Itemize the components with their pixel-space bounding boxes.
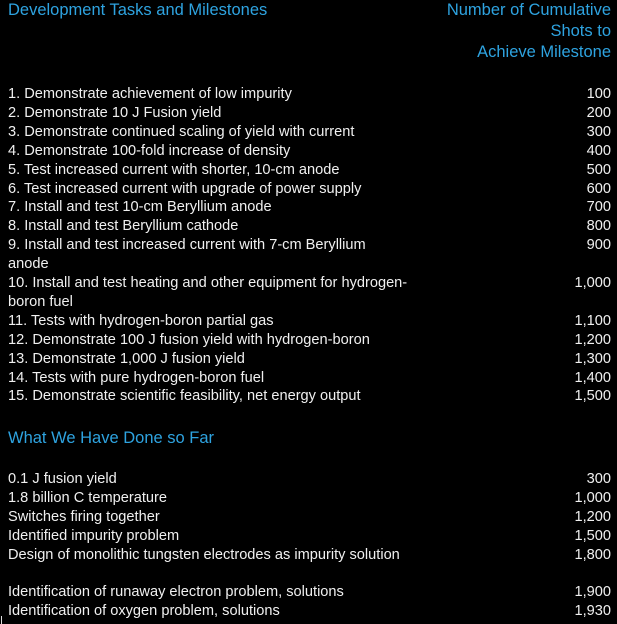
shots-heading-line: Achieve Milestone — [477, 43, 611, 61]
milestone-row — [8, 123, 611, 142]
shots-value: 1,900 — [574, 584, 611, 601]
shots-value: 800 — [586, 218, 611, 235]
shots-value: 500 — [586, 161, 611, 178]
milestone-row — [8, 104, 611, 123]
task-text: 1.8 billion C temperature — [8, 489, 167, 506]
task-text: 6. Test increased current with upgrade of power supply — [8, 180, 362, 197]
milestone-row — [8, 312, 611, 331]
milestones-heading: Development Tasks and Milestones — [8, 1, 268, 19]
milestone-row — [8, 85, 611, 104]
task-text: 8. Install and test Beryllium cathode — [8, 218, 239, 235]
shots-value: 1,200 — [574, 331, 611, 348]
done-row — [8, 546, 611, 565]
shots-value: 300 — [586, 123, 611, 140]
done-row — [8, 602, 611, 621]
task-text: 3. Demonstrate continued scaling of yield with current — [8, 123, 355, 140]
shots-heading-line: Number of Cumulative — [446, 1, 611, 19]
task-text: Design of monolithic tungsten electrodes as impurity solution — [8, 546, 400, 563]
milestone-row — [8, 198, 611, 217]
task-text: 14. Tests with pure hydrogen-boron fuel — [8, 369, 265, 386]
task-text: Identified impurity problem — [8, 527, 180, 544]
done-row — [8, 489, 611, 508]
task-text: 2. Demonstrate 10 J Fusion yield — [8, 104, 222, 121]
shots-value: 1,500 — [574, 527, 611, 544]
task-text: 4. Demonstrate 100-fold increase of density — [8, 142, 291, 159]
shots-value: 1,200 — [574, 508, 611, 525]
task-text: Identification of oxygen problem, solutions — [8, 603, 280, 620]
milestone-row — [8, 217, 611, 236]
milestone-row — [8, 387, 611, 406]
task-text: 1. Demonstrate achievement of low impurity — [8, 86, 292, 102]
shots-value: 700 — [586, 199, 611, 216]
task-text: 0.1 J fusion yield — [8, 471, 117, 487]
task-text: 12. Demonstrate 100 J fusion yield with hydrogen-boron — [8, 331, 370, 348]
task-text: 15. Demonstrate scientific feasibility, net energy output — [8, 388, 361, 405]
shots-value: 1,930 — [574, 603, 611, 620]
shots-value: 1,400 — [574, 369, 611, 386]
task-text: 11. Tests with hydrogen-boron partial gas — [8, 312, 274, 329]
task-text: 9. Install and test increased current with 7-cm Beryllium anode — [8, 237, 366, 273]
done-row — [8, 470, 611, 489]
text-cursor — [1, 616, 2, 624]
task-text: Identification of runaway electron problem, solutions — [8, 584, 344, 601]
shots-column-heading — [447, 0, 611, 63]
shots-value: 1,100 — [574, 312, 611, 329]
shots-heading-line: Shots to — [550, 22, 611, 40]
shots-value: 1,800 — [574, 546, 611, 563]
milestone-row — [8, 369, 611, 388]
milestone-row — [8, 142, 611, 161]
done-row — [8, 527, 611, 546]
shots-value: 1,000 — [574, 489, 611, 506]
shots-value: 200 — [586, 104, 611, 121]
done-row — [8, 583, 611, 602]
milestone-row — [8, 180, 611, 199]
task-text: 10. Install and test heating and other equipment for hydrogen-boron fuel — [8, 275, 408, 310]
task-text: 13. Demonstrate 1,000 J fusion yield — [8, 350, 245, 367]
milestone-row — [8, 161, 611, 180]
milestone-row — [8, 350, 611, 369]
shots-value: 1,300 — [574, 350, 611, 367]
task-text: 7. Install and test 10-cm Beryllium anode — [8, 199, 272, 216]
task-text: 5. Test increased current with shorter, 10-cm anode — [8, 161, 340, 178]
task-text: Switches firing together — [8, 508, 160, 525]
done-so-far-heading: What We Have Done so Far — [8, 429, 215, 447]
shots-value: 600 — [586, 180, 611, 197]
milestone-row — [8, 236, 611, 274]
milestone-row — [8, 331, 611, 350]
shots-value: 1,500 — [574, 388, 611, 405]
done-row — [8, 508, 611, 527]
shots-value: 300 — [586, 471, 611, 487]
milestone-row — [8, 274, 611, 312]
shots-value: 100 — [586, 86, 611, 102]
shots-value: 900 — [586, 237, 611, 254]
shots-value: 400 — [586, 142, 611, 159]
shots-value: 1,000 — [574, 275, 611, 291]
